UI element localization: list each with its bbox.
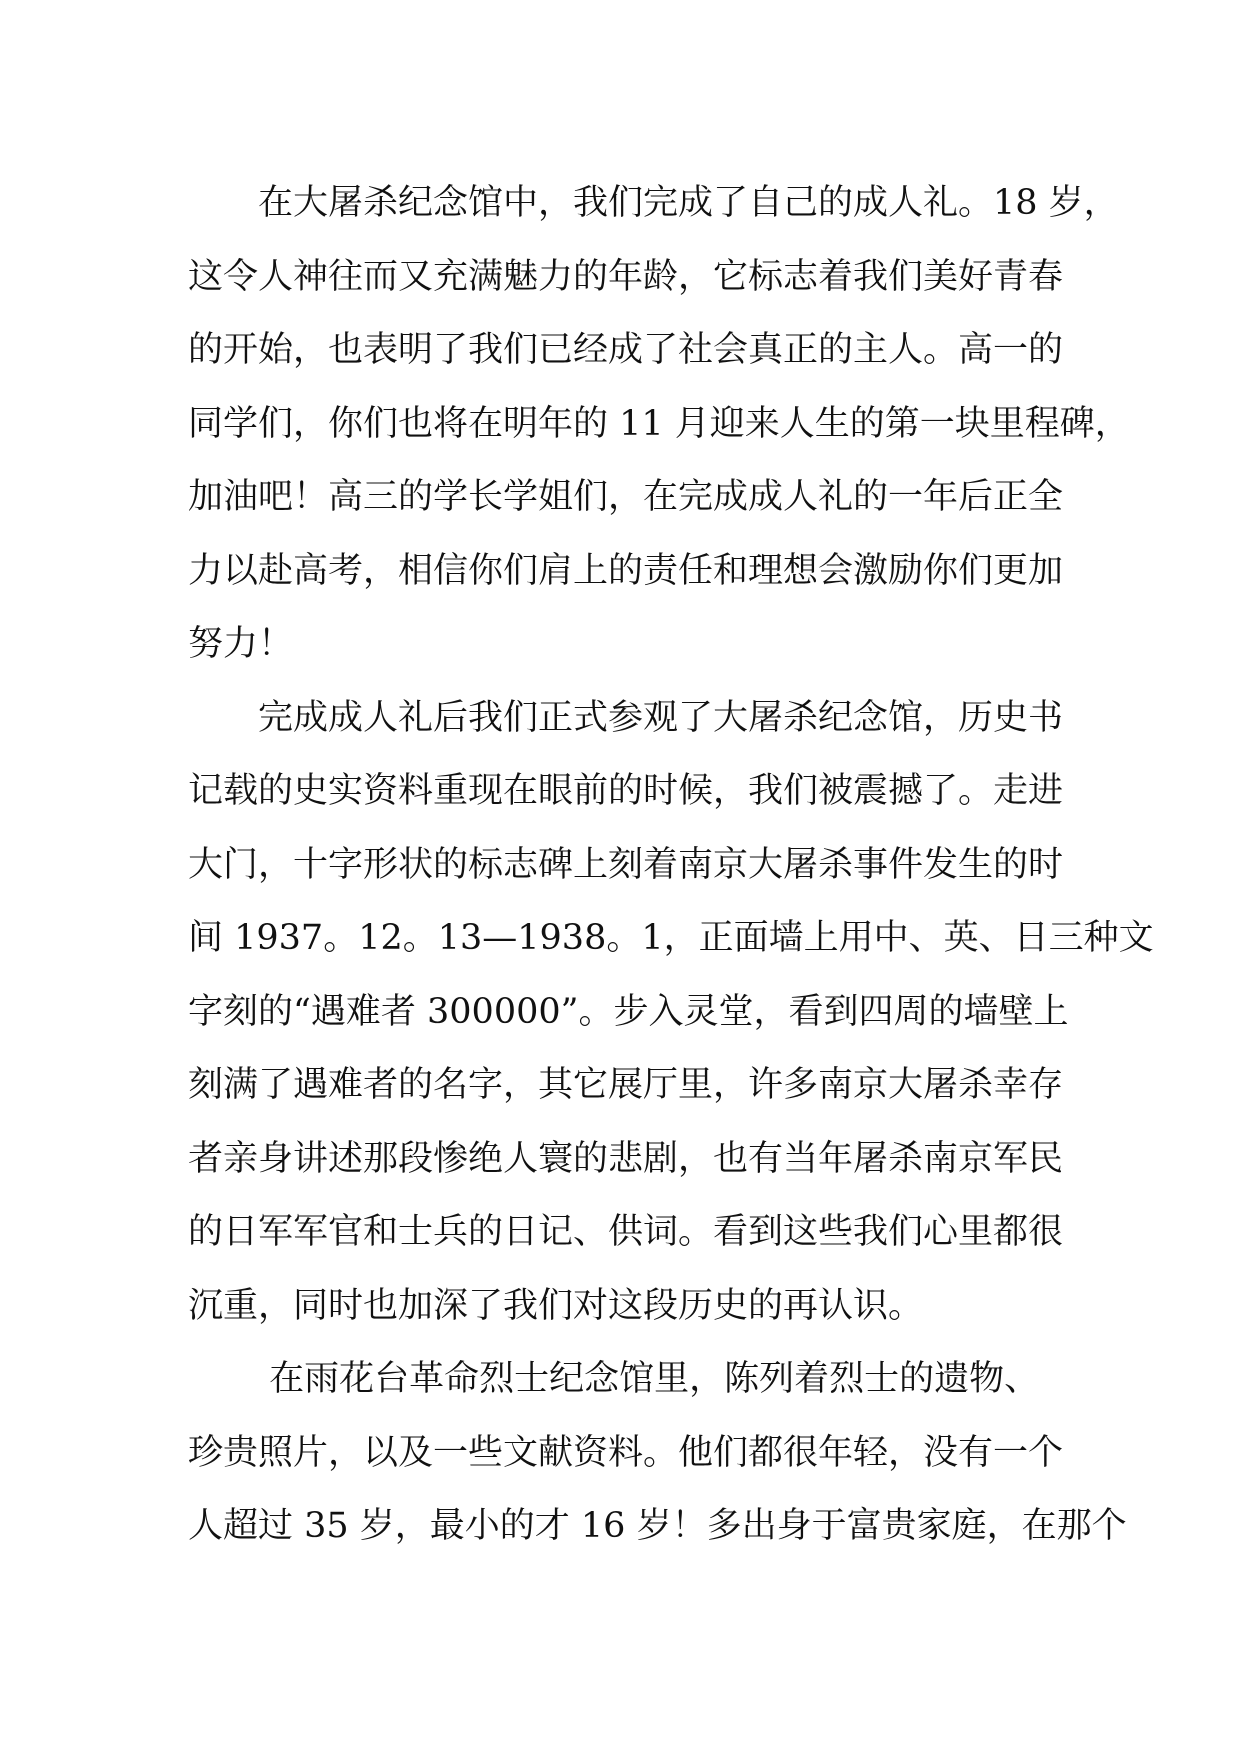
text-line: 人超过 35 岁，最小的才 16 岁！多出身于富贵家庭，在那个 [188, 1506, 1127, 1546]
text-line: 同学们，你们也将在明年的 11 月迎来人生的第一块里程碑， [188, 403, 1130, 444]
text-line: 的开始，也表明了我们已经成了社会真正的主人。高一的 [188, 330, 1064, 370]
text-line: 大门，十字形状的标志碑上刻着南京大屠杀事件发生的时 [188, 844, 1064, 885]
text-line: 者亲身讲述那段惨绝人寰的悲剧，也有当年屠杀南京军民 [188, 1138, 1064, 1179]
text-line: 刻满了遇难者的名字，其它展厅里，许多南京大屠杀幸存 [188, 1065, 1064, 1105]
text-line: 沉重，同时也加深了我们对这段历史的再认识。 [188, 1285, 924, 1326]
text-line: 的日军军官和士兵的日记、供词。看到这些我们心里都很 [188, 1212, 1064, 1252]
text-line: 这令人神往而又充满魅力的年龄，它标志着我们美好青春 [188, 256, 1064, 297]
text-line: 在雨花台革命烈士纪念馆里，陈列着烈士的遗物、 [188, 1359, 1040, 1399]
text-line: 加油吧！高三的学长学姐们，在完成成人礼的一年后正全 [188, 477, 1064, 517]
paragraph-2 [188, 682, 1154, 1344]
text-line: 努力！ [188, 624, 294, 664]
text-line: 珍贵照片，以及一些文献资料。他们都很年轻，没有一个 [188, 1432, 1064, 1473]
text-line: 记载的史实资料重现在眼前的时候，我们被震撼了。走进 [188, 771, 1064, 811]
text-line: 间 1937。12。13—1938。1，正面墙上用中、英、日三种文 [188, 918, 1154, 958]
paragraph-3 [188, 1343, 1127, 1564]
document-body [188, 167, 1154, 1564]
paragraph-1 [188, 167, 1130, 682]
text-line: 完成成人礼后我们正式参观了大屠杀纪念馆，历史书 [188, 697, 1064, 738]
text-line: 在大屠杀纪念馆中，我们完成了自己的成人礼。18 岁， [188, 183, 1119, 223]
text-line: 力以赴高考，相信你们肩上的责任和理想会激励你们更加 [188, 550, 1064, 591]
text-line: 字刻的“遇难者 300000”。步入灵堂，看到四周的墙壁上 [188, 991, 1069, 1032]
